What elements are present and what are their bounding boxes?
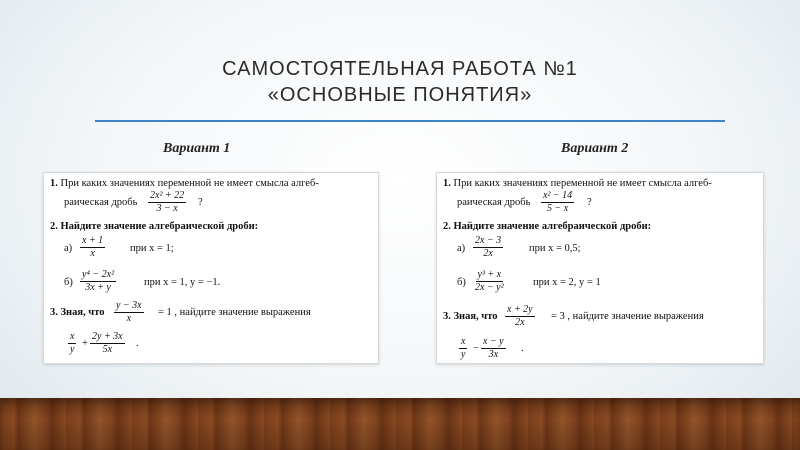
question-number: 1.: [50, 178, 58, 189]
question-text: раическая дробь: [457, 197, 531, 208]
period: .: [521, 343, 524, 354]
denominator: 2x: [515, 317, 525, 328]
denominator: 2x − y²: [475, 282, 504, 293]
condition: при x = 1;: [130, 243, 174, 254]
question-text: = 1 , найдите значение выражения: [158, 307, 311, 318]
fraction: [80, 235, 105, 260]
question-2: [50, 221, 258, 232]
question-1: [50, 178, 319, 189]
part-label: а): [64, 243, 73, 254]
fraction: [481, 336, 506, 361]
denominator: 5 − x: [547, 203, 569, 214]
condition: при x = 1, y = −1.: [144, 277, 221, 288]
numerator: x: [70, 331, 75, 342]
question-number: 2.: [50, 221, 58, 232]
numerator: x + 1: [82, 235, 104, 246]
denominator: 3x + y: [85, 282, 111, 293]
numerator: 2y + 3x: [92, 331, 123, 342]
question-text: раическая дробь: [64, 197, 138, 208]
variant-1-card: [43, 172, 379, 364]
question-3: [443, 311, 497, 322]
question-1-cont: [64, 197, 137, 208]
fraction: [541, 190, 574, 215]
denominator: y: [70, 344, 75, 355]
wooden-floor-decoration: [0, 398, 800, 450]
fraction: [80, 269, 116, 294]
question-text: = 3 , найдите значение выражения: [551, 311, 704, 322]
period: .: [136, 338, 139, 349]
numerator: x − y: [483, 336, 504, 347]
title-underline: [95, 120, 725, 122]
condition: при x = 2, y = 1: [533, 277, 601, 288]
question-text: Зная, что: [453, 311, 498, 322]
numerator: 2x − 3: [475, 235, 502, 246]
fraction: [473, 269, 506, 294]
question-number: 3.: [443, 311, 451, 322]
variant-1-label: Вариант 1: [163, 141, 231, 156]
variant-2-label: Вариант 2: [561, 141, 629, 156]
variant-2-card: [436, 172, 764, 364]
fraction: [473, 235, 503, 260]
numerator: x² − 14: [543, 190, 573, 201]
question-mark: ?: [587, 197, 592, 208]
numerator: y⁴ − 2x²: [82, 269, 115, 280]
part-label: б): [457, 277, 466, 288]
question-text: Найдите значение алгебраической дроби:: [60, 221, 259, 232]
title-line-2: «ОСНОВНЫЕ ПОНЯТИЯ»: [267, 84, 533, 106]
denominator: 5x: [102, 344, 113, 355]
condition: при x = 0,5;: [529, 243, 581, 254]
part-label: а): [457, 243, 466, 254]
denominator: x: [126, 313, 132, 324]
question-2: [443, 221, 651, 232]
question-number: 2.: [443, 221, 451, 232]
question-text: Найдите значение алгебраической дроби:: [453, 221, 652, 232]
question-number: 3.: [50, 307, 58, 318]
denominator: 3x: [488, 349, 499, 360]
question-1-cont: [457, 197, 530, 208]
fraction: [148, 190, 186, 215]
fraction: [90, 331, 125, 356]
question-number: 1.: [443, 178, 451, 189]
slide-title: [0, 56, 800, 108]
denominator: x: [90, 248, 95, 259]
question-text: Зная, что: [60, 307, 105, 318]
fraction: [68, 331, 76, 356]
question-mark: ?: [198, 197, 203, 208]
numerator: y − 3x: [116, 300, 142, 311]
operator: +: [82, 338, 88, 349]
fraction: [505, 304, 535, 329]
question-text: При каких значениях переменной не имеет смысла алгеб-: [60, 178, 319, 189]
fraction: [459, 336, 467, 361]
part-label: б): [64, 277, 73, 288]
title-line-1: САМОСТОЯТЕЛЬНАЯ РАБОТА №1: [222, 58, 578, 80]
numerator: y³ + x: [477, 269, 502, 280]
numerator: 2x² + 22: [150, 190, 185, 201]
question-3: [50, 307, 104, 318]
operator: −: [473, 343, 479, 354]
question-text: При каких значениях переменной не имеет смысла алгеб-: [453, 178, 712, 189]
fraction: [114, 300, 144, 325]
question-1: [443, 178, 712, 189]
numerator: x + 2y: [507, 304, 533, 315]
denominator: 2x: [483, 248, 493, 259]
denominator: 3 − x: [156, 203, 178, 214]
denominator: y: [461, 349, 466, 360]
numerator: x: [461, 336, 466, 347]
